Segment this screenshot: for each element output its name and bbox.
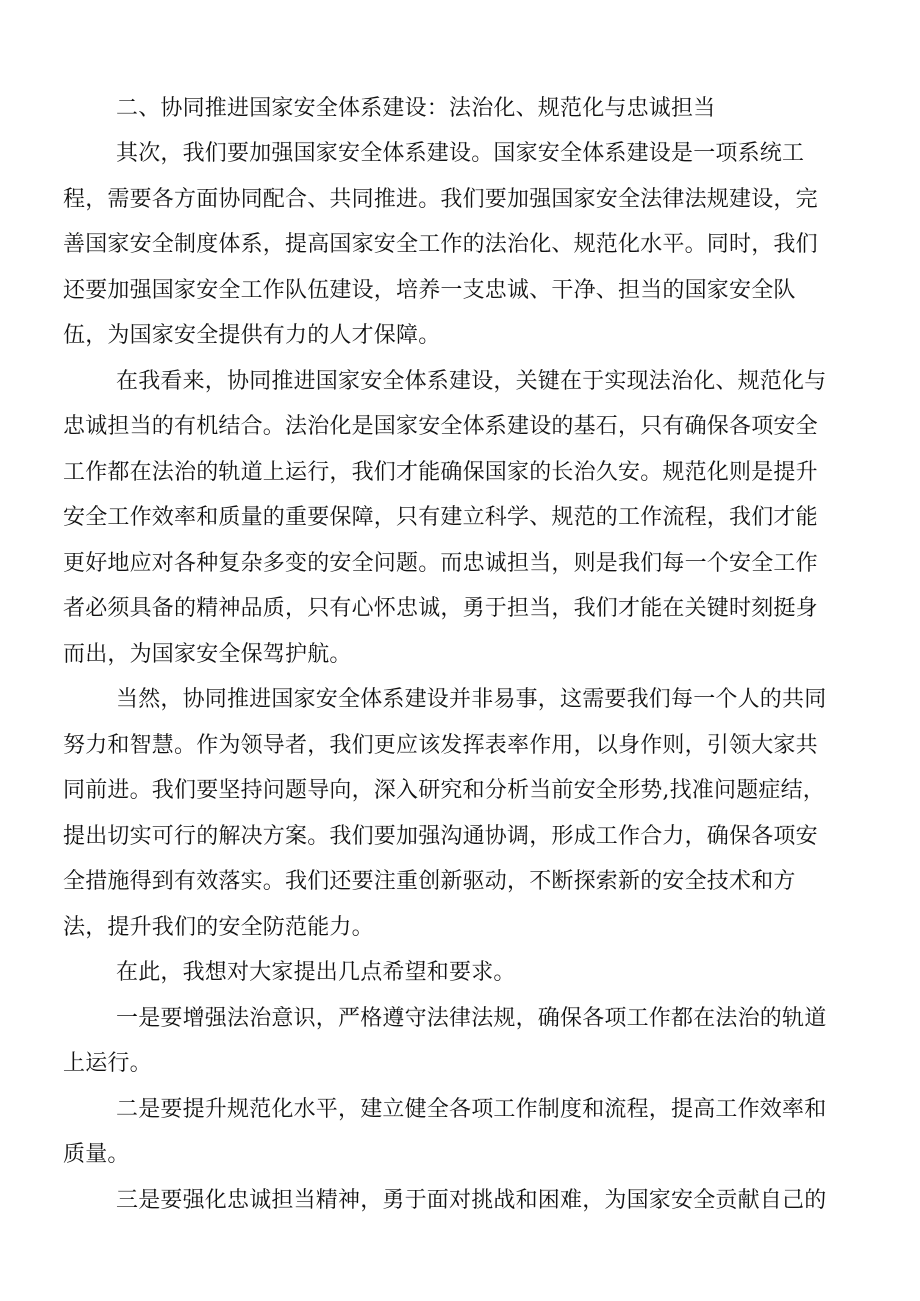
- paragraph-line: 质量。: [63, 1142, 130, 1167]
- paragraph-line: 全措施得到有效落实。我们还要注重创新驱动，不断探索新的安全技术和方: [63, 869, 796, 894]
- body-paragraph: [63, 950, 859, 996]
- body-paragraph: [63, 996, 859, 1087]
- paragraph-line: 努力和智慧。作为领导者，我们更应该发挥表率作用，以身作则，引领大家共: [63, 732, 818, 758]
- paragraph-line: 当然，协同推进国家安全体系建设并非易事，这需要我们每一个人的共同: [116, 687, 827, 712]
- paragraph-line: 法，提升我们的安全防范能力。: [63, 914, 374, 940]
- body-paragraph: [63, 1178, 859, 1224]
- paragraph-line: 而出，为国家安全保驾护航。: [63, 641, 352, 667]
- section-heading: 二、协同推进国家安全体系建设：法治化、规范化与忠诚担当: [116, 96, 716, 121]
- paragraph-line: 工作都在法治的轨道上运行，我们才能确保国家的长治久安。规范化则是提升: [63, 459, 818, 485]
- paragraph-line: 者必须具备的精神品质，只有心怀忠诚，勇于担当，我们才能在关键时刻挺身: [63, 596, 818, 621]
- body-paragraph: [63, 1087, 859, 1178]
- paragraph-line: 在此，我想对大家提出几点希望和要求。: [116, 960, 516, 985]
- paragraph-line: 更好地应对各种复杂多变的安全问题。而忠诚担当，则是我们每一个安全工作: [63, 550, 818, 576]
- paragraph-line: 同前进。我们要坚持问题导向，深入研究和分析当前安全形势,找准问题症结，: [63, 778, 825, 803]
- paragraph-line: 善国家安全制度体系，提高国家安全工作的法治化、规范化水平。同时，我们: [63, 232, 818, 257]
- body-paragraph: [63, 131, 859, 359]
- paragraph-line: 上运行。: [63, 1051, 152, 1076]
- paragraph-line: 提出切实可行的解决方案。我们要加强沟通协调，形成工作合力，确保各项安: [63, 823, 818, 849]
- paragraph-line: 三是要强化忠诚担当精神，勇于面对挑战和困难，为国家安全贡献自己的: [116, 1187, 827, 1213]
- paragraph-line: 一是要增强法治意识，严格遵守法律法规，确保各项工作都在法治的轨道: [116, 1005, 827, 1031]
- paragraph-line: 还要加强国家安全工作队伍建设，培养一支忠诚、干净、担当的国家安全队: [63, 277, 796, 303]
- body-paragraph: [63, 677, 859, 950]
- body-paragraph: [63, 359, 859, 678]
- paragraph-line: 安全工作效率和质量的重要保障，只有建立科学、规范的工作流程，我们才能: [63, 505, 818, 530]
- paragraph-line: 其次，我们要加强国家安全体系建设。国家安全体系建设是一项系统工: [116, 141, 805, 166]
- paragraph-line: 程，需要各方面协同配合、共同推进。我们要加强国家安全法律法规建设，完: [63, 186, 818, 212]
- paragraph-line: 在我看来，协同推进国家安全体系建设，关键在于实现法治化、规范化与: [116, 368, 827, 394]
- paragraph-line: 二是要提升规范化水平，建立健全各项工作制度和流程，提高工作效率和: [116, 1096, 827, 1122]
- document-body: [63, 86, 859, 1223]
- paragraph-line: 忠诚担当的有机结合。法治化是国家安全体系建设的基石，只有确保各项安全: [63, 414, 818, 439]
- paragraph-list: [63, 131, 859, 1223]
- paragraph-line: 伍，为国家安全提供有力的人才保障。: [63, 323, 441, 348]
